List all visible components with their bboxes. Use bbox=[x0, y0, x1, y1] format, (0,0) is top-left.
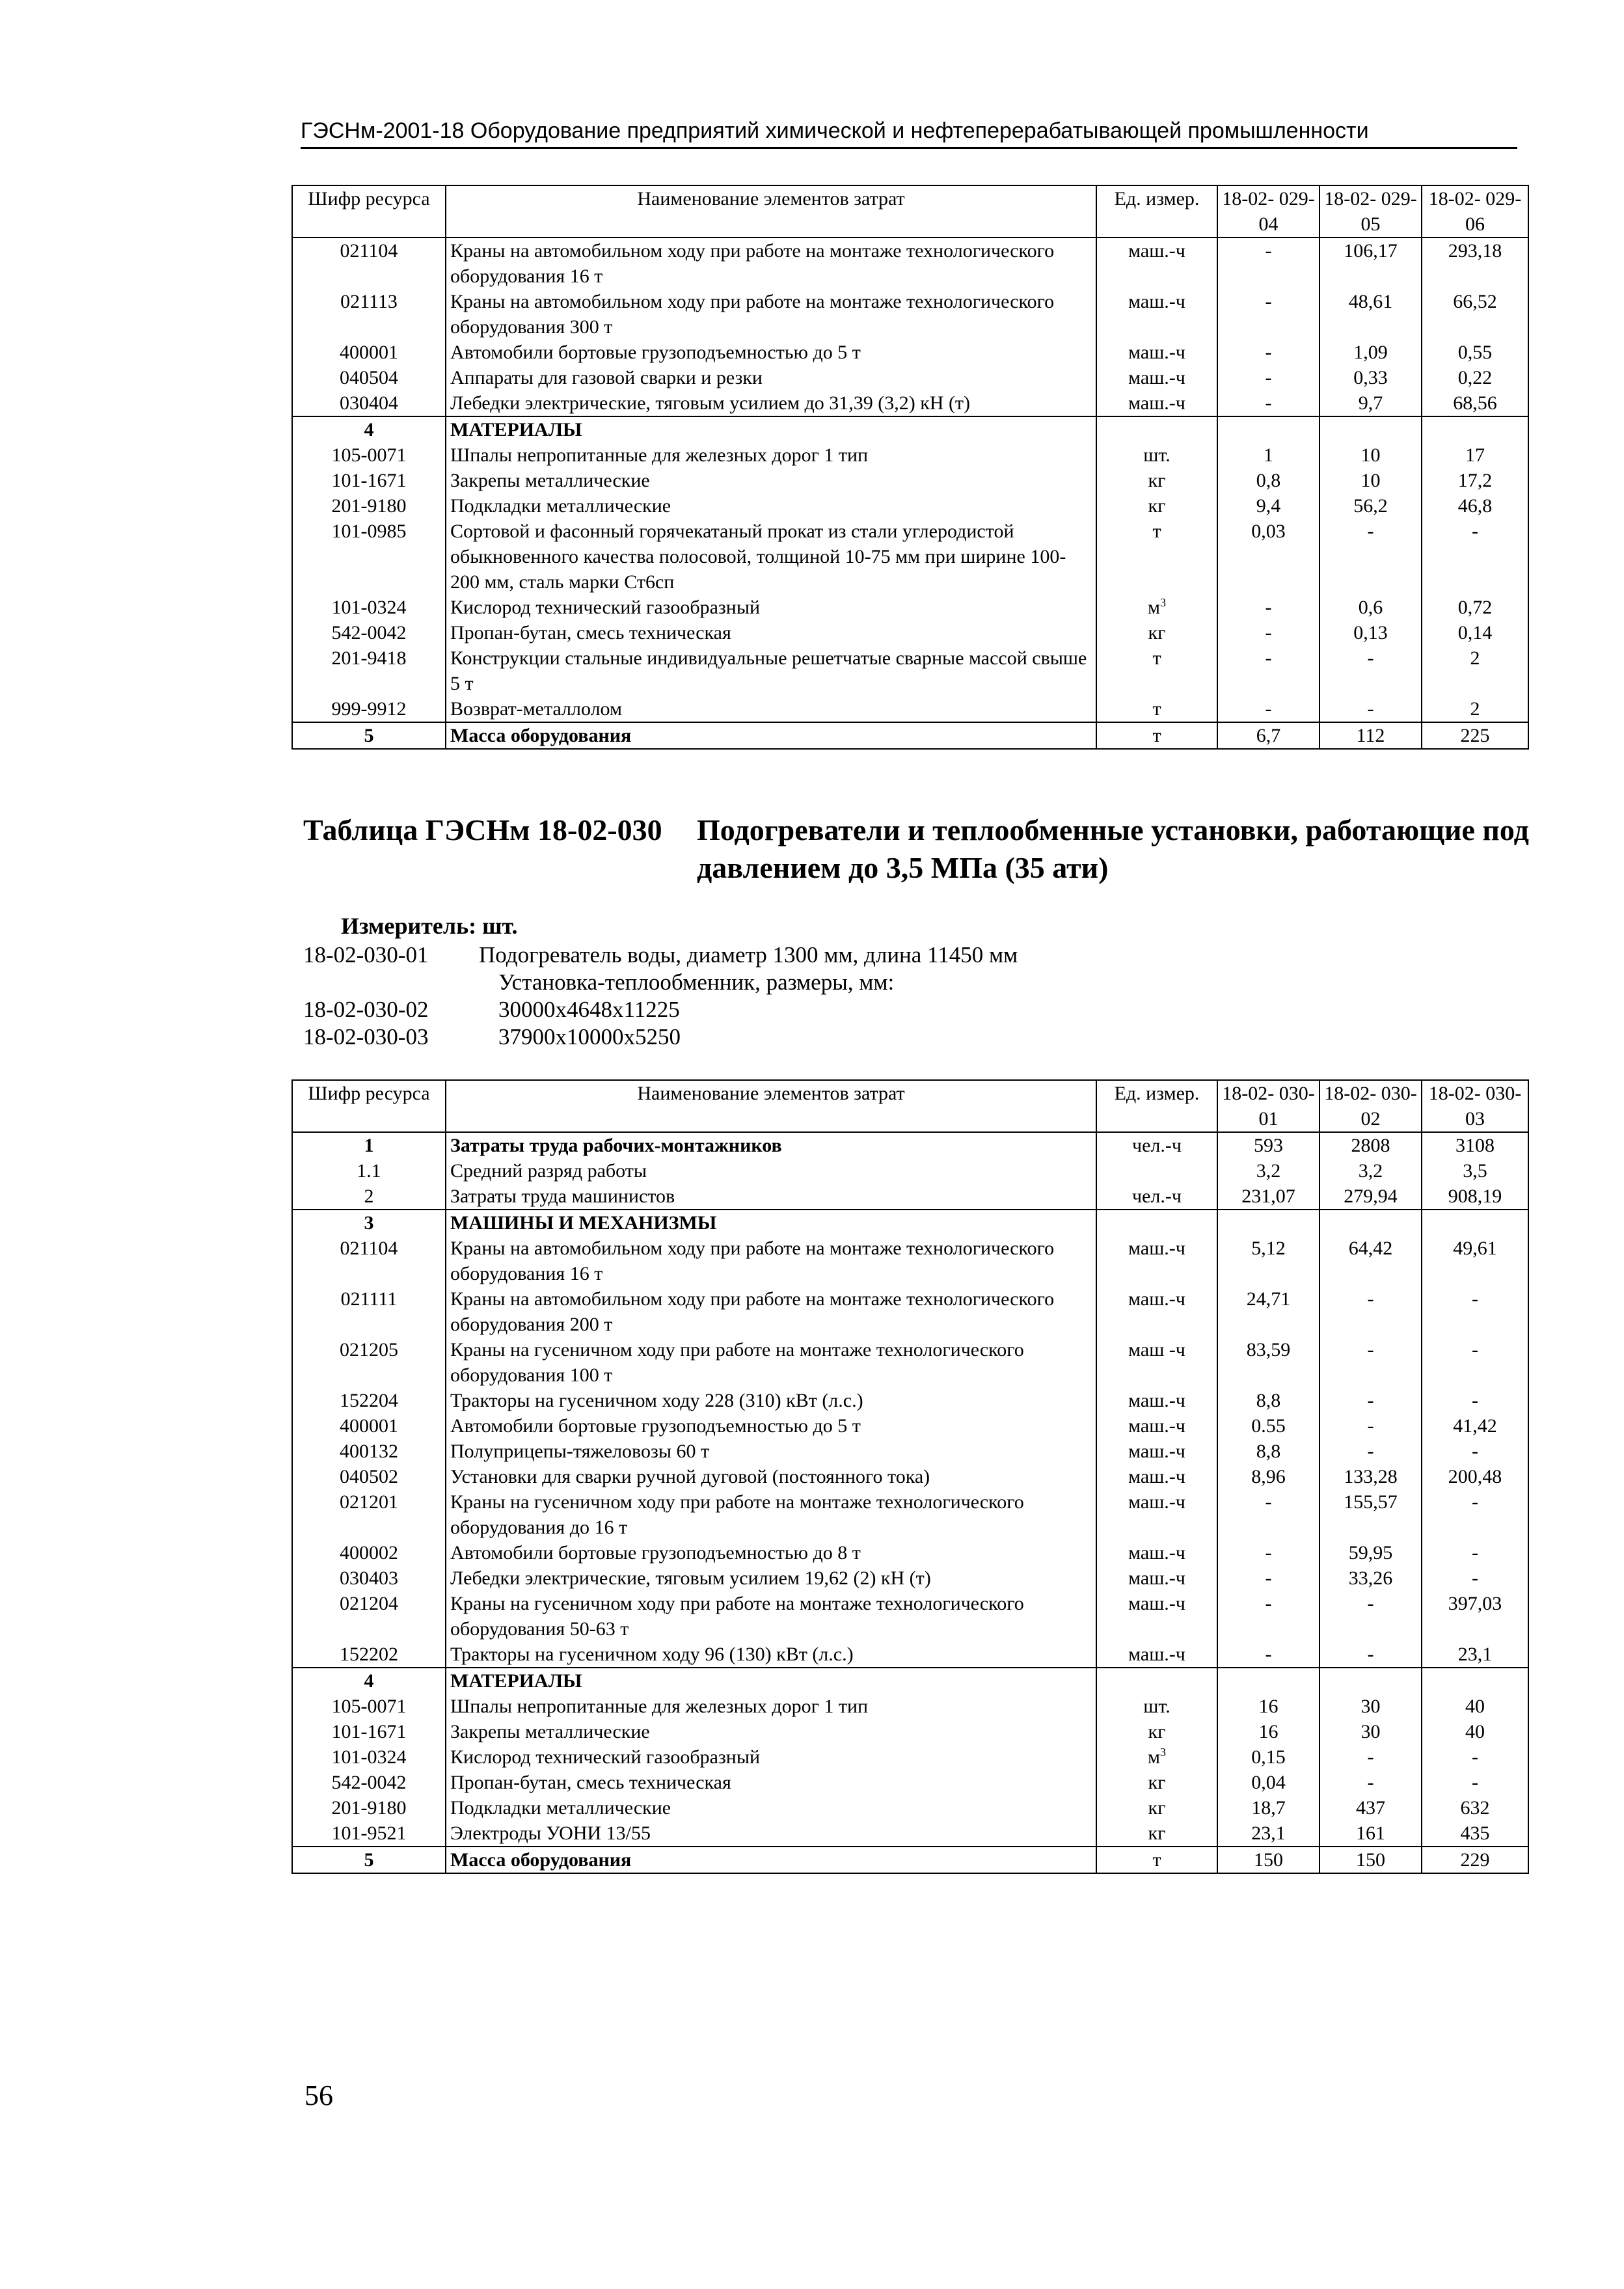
value-cell: 2808 bbox=[1320, 1132, 1422, 1158]
resource-code: 152204 bbox=[292, 1388, 446, 1413]
value-cell: 24,71 bbox=[1217, 1286, 1320, 1337]
section-row bbox=[292, 1132, 1528, 1158]
value-cell: 30 bbox=[1320, 1694, 1422, 1719]
value-cell: 200,48 bbox=[1422, 1464, 1528, 1489]
resource-code: 999-9912 bbox=[292, 696, 446, 722]
value-cell bbox=[1422, 1668, 1528, 1694]
resource-code: 030404 bbox=[292, 390, 446, 416]
resource-code: 201-9180 bbox=[292, 493, 446, 519]
resource-name: Конструкции стальные индивидуальные решетчатые сварные массой свыше 5 т bbox=[446, 645, 1096, 696]
value-cell: 68,56 bbox=[1422, 390, 1528, 416]
header-cost-element-name: Наименование элементов затрат bbox=[446, 185, 1096, 237]
value-cell: 1 bbox=[1217, 442, 1320, 468]
value-cell: - bbox=[1217, 696, 1320, 722]
unit-cell: кг bbox=[1096, 620, 1217, 645]
resource-row bbox=[292, 1565, 1528, 1591]
unit-cell: $м^3$ bbox=[1096, 1744, 1217, 1770]
resource-row bbox=[292, 1642, 1528, 1668]
unit-cell bbox=[1096, 1210, 1217, 1236]
header-variant-code: 18-02- 030-02 bbox=[1320, 1080, 1422, 1132]
resource-code: 021104 bbox=[292, 1236, 446, 1286]
resource-row bbox=[292, 595, 1528, 620]
unit-cell bbox=[1096, 416, 1217, 442]
value-cell: 8,8 bbox=[1217, 1388, 1320, 1413]
resource-row bbox=[292, 1744, 1528, 1770]
value-cell bbox=[1217, 1668, 1320, 1694]
value-cell: 9,4 bbox=[1217, 493, 1320, 519]
resource-name: Возврат-металлолом bbox=[446, 696, 1096, 722]
section-row bbox=[292, 1210, 1528, 1236]
value-cell: 18,7 bbox=[1217, 1795, 1320, 1821]
header-resource-code: Шифр ресурса bbox=[292, 1080, 446, 1132]
value-cell: 3,2 bbox=[1320, 1158, 1422, 1184]
resource-row bbox=[292, 1591, 1528, 1642]
resource-code: 201-9418 bbox=[292, 645, 446, 696]
value-cell: 1,09 bbox=[1320, 340, 1422, 365]
section-row bbox=[292, 416, 1528, 442]
resource-name: Лебедки электрические, тяговым усилием 19,62 (2) кН (т) bbox=[446, 1565, 1096, 1591]
value-cell: - bbox=[1217, 1565, 1320, 1591]
value-cell: - bbox=[1217, 390, 1320, 416]
header-variant-code: 18-02- 029-04 bbox=[1217, 185, 1320, 237]
resource-row bbox=[292, 1413, 1528, 1439]
value-cell: 8,96 bbox=[1217, 1464, 1320, 1489]
variant-description: Установка-теплообменник, размеры, мм: bbox=[498, 969, 895, 995]
header-cost-element-name: Наименование элементов затрат bbox=[446, 1080, 1096, 1132]
resource-code: 201-9180 bbox=[292, 1795, 446, 1821]
value-cell: 435 bbox=[1422, 1821, 1528, 1847]
resource-name: Краны на автомобильном ходу при работе на монтаже технологического оборудования 200 т bbox=[446, 1286, 1096, 1337]
resource-row bbox=[292, 1464, 1528, 1489]
value-cell: 0,72 bbox=[1422, 595, 1528, 620]
unit-cell: маш.-ч bbox=[1096, 390, 1217, 416]
value-cell: 59,95 bbox=[1320, 1540, 1422, 1565]
resource-name: Автомобили бортовые грузоподъемностью до 5 т bbox=[446, 340, 1096, 365]
unit-cell: маш.-ч bbox=[1096, 1642, 1217, 1668]
resource-code: 105-0071 bbox=[292, 442, 446, 468]
resource-code: 101-1671 bbox=[292, 468, 446, 493]
value-cell: 83,59 bbox=[1217, 1337, 1320, 1388]
value-cell: - bbox=[1422, 1489, 1528, 1540]
value-cell bbox=[1217, 1210, 1320, 1236]
value-cell bbox=[1422, 416, 1528, 442]
value-cell: 0.55 bbox=[1217, 1413, 1320, 1439]
resource-row bbox=[292, 365, 1528, 390]
value-cell: - bbox=[1217, 237, 1320, 289]
value-cell: 5,12 bbox=[1217, 1236, 1320, 1286]
table-caption: Подогреватели и теплообменные установки, работающие под давлением до 3,5 МПа (35 ати) bbox=[697, 813, 1529, 884]
value-cell bbox=[1217, 416, 1320, 442]
unit-cell: маш.-ч bbox=[1096, 1464, 1217, 1489]
value-cell: - bbox=[1320, 1337, 1422, 1388]
value-cell: - bbox=[1422, 519, 1528, 595]
resource-row bbox=[292, 1694, 1528, 1719]
header-variant-code: 18-02- 029-05 bbox=[1320, 185, 1422, 237]
value-cell: 8,8 bbox=[1217, 1439, 1320, 1464]
resource-name: Краны на автомобильном ходу при работе на монтаже технологического оборудования 16 т bbox=[446, 237, 1096, 289]
resource-code: 040504 bbox=[292, 365, 446, 390]
unit-cell: маш.-ч bbox=[1096, 237, 1217, 289]
resource-row bbox=[292, 493, 1528, 519]
value-cell bbox=[1422, 1210, 1528, 1236]
value-cell: 150 bbox=[1320, 1847, 1422, 1873]
resource-code: 021205 bbox=[292, 1337, 446, 1388]
unit-cell: чел.-ч bbox=[1096, 1184, 1217, 1210]
value-cell: 6,7 bbox=[1217, 722, 1320, 749]
unit-cell: чел.-ч bbox=[1096, 1132, 1217, 1158]
unit-cell: маш.-ч bbox=[1096, 1413, 1217, 1439]
unit-cell: кг bbox=[1096, 1795, 1217, 1821]
value-cell: 112 bbox=[1320, 722, 1422, 749]
value-cell: 56,2 bbox=[1320, 493, 1422, 519]
value-cell: 0,13 bbox=[1320, 620, 1422, 645]
value-cell: - bbox=[1320, 696, 1422, 722]
value-cell: 3108 bbox=[1422, 1132, 1528, 1158]
resource-code: 400002 bbox=[292, 1540, 446, 1565]
value-cell: - bbox=[1422, 1388, 1528, 1413]
resource-row bbox=[292, 1821, 1528, 1847]
resource-name: Пропан-бутан, смесь техническая bbox=[446, 1770, 1096, 1795]
value-cell: 33,26 bbox=[1320, 1565, 1422, 1591]
value-cell: - bbox=[1320, 1642, 1422, 1668]
unit-cell: маш.-ч bbox=[1096, 1439, 1217, 1464]
value-cell: 155,57 bbox=[1320, 1489, 1422, 1540]
resource-row bbox=[292, 1236, 1528, 1286]
unit-cell bbox=[1096, 1158, 1217, 1184]
value-cell: - bbox=[1217, 1642, 1320, 1668]
resource-code: 4 bbox=[292, 1668, 446, 1694]
unit-cell: т bbox=[1096, 519, 1217, 595]
value-cell: - bbox=[1422, 1565, 1528, 1591]
resource-name: Закрепы металлические bbox=[446, 468, 1096, 493]
variant-code: 18-02-030-01 bbox=[303, 942, 429, 968]
resource-name: Полуприцепы-тяжеловозы 60 т bbox=[446, 1439, 1096, 1464]
resource-name: Краны на автомобильном ходу при работе на монтаже технологического оборудования 300 т bbox=[446, 289, 1096, 340]
value-cell: - bbox=[1320, 1744, 1422, 1770]
resource-code: 542-0042 bbox=[292, 620, 446, 645]
value-cell: 40 bbox=[1422, 1719, 1528, 1744]
resource-code: 1 bbox=[292, 1132, 446, 1158]
resource-name: Затраты труда рабочих-монтажников bbox=[446, 1132, 1096, 1158]
resource-name: Тракторы на гусеничном ходу 96 (130) кВт (л.с.) bbox=[446, 1642, 1096, 1668]
resource-row bbox=[292, 696, 1528, 722]
header-unit: Ед. измер. bbox=[1096, 1080, 1217, 1132]
resource-name: Автомобили бортовые грузоподъемностью до 8 т bbox=[446, 1540, 1096, 1565]
header-variant-code: 18-02- 030-01 bbox=[1217, 1080, 1320, 1132]
value-cell: 0,15 bbox=[1217, 1744, 1320, 1770]
value-cell: - bbox=[1320, 1413, 1422, 1439]
resource-name: МАТЕРИАЛЫ bbox=[446, 416, 1096, 442]
value-cell: 0,6 bbox=[1320, 595, 1422, 620]
value-cell: - bbox=[1217, 340, 1320, 365]
resource-row bbox=[292, 519, 1528, 595]
value-cell: 46,8 bbox=[1422, 493, 1528, 519]
value-cell: - bbox=[1217, 365, 1320, 390]
variant-dimensions: 30000x4648x11225 bbox=[498, 997, 680, 1022]
value-cell: - bbox=[1422, 1540, 1528, 1565]
resource-name: Краны на гусеничном ходу при работе на монтаже технологического оборудования 100 т bbox=[446, 1337, 1096, 1388]
value-cell: 397,03 bbox=[1422, 1591, 1528, 1642]
value-cell: - bbox=[1422, 1286, 1528, 1337]
value-cell: 48,61 bbox=[1320, 289, 1422, 340]
resource-name: Шпалы непропитанные для железных дорог 1 тип bbox=[446, 442, 1096, 468]
resource-row bbox=[292, 442, 1528, 468]
resource-name: Закрепы металлические bbox=[446, 1719, 1096, 1744]
unit-cell: маш.-ч bbox=[1096, 1565, 1217, 1591]
unit-cell: маш -ч bbox=[1096, 1337, 1217, 1388]
variant-description: Подогреватель воды, диаметр 1300 мм, длина 11450 мм bbox=[479, 942, 1018, 968]
value-cell: - bbox=[1422, 1744, 1528, 1770]
value-cell: 133,28 bbox=[1320, 1464, 1422, 1489]
resource-name: Пропан-бутан, смесь техническая bbox=[446, 620, 1096, 645]
value-cell: 17 bbox=[1422, 442, 1528, 468]
value-cell: 10 bbox=[1320, 468, 1422, 493]
resource-row bbox=[292, 1770, 1528, 1795]
value-cell: 632 bbox=[1422, 1795, 1528, 1821]
value-cell: 41,42 bbox=[1422, 1413, 1528, 1439]
value-cell: 2 bbox=[1422, 645, 1528, 696]
value-cell bbox=[1320, 1210, 1422, 1236]
resource-code: 021204 bbox=[292, 1591, 446, 1642]
value-cell: 16 bbox=[1217, 1719, 1320, 1744]
resource-name: Сортовой и фасонный горячекатаный прокат из стали углеродистой обыкновенного качества полосовой, толщиной 10-75 мм при ширине 100-200 мм, сталь марки Ст6сп bbox=[446, 519, 1096, 595]
resource-table-18-02-030 bbox=[291, 1079, 1529, 1874]
resource-name: Кислород технический газообразный bbox=[446, 1744, 1096, 1770]
unit-cell: кг bbox=[1096, 1821, 1217, 1847]
unit-cell: шт. bbox=[1096, 1694, 1217, 1719]
value-cell: 23,1 bbox=[1422, 1642, 1528, 1668]
unit-cell: маш.-ч bbox=[1096, 1489, 1217, 1540]
resource-row bbox=[292, 1795, 1528, 1821]
unit-cell: шт. bbox=[1096, 442, 1217, 468]
value-cell: 593 bbox=[1217, 1132, 1320, 1158]
value-cell: 64,42 bbox=[1320, 1236, 1422, 1286]
value-cell: - bbox=[1320, 519, 1422, 595]
value-cell: 161 bbox=[1320, 1821, 1422, 1847]
header-resource-code: Шифр ресурса bbox=[292, 185, 446, 237]
resource-code: 101-0324 bbox=[292, 595, 446, 620]
resource-name: Краны на гусеничном ходу при работе на монтаже технологического оборудования до 16 т bbox=[446, 1489, 1096, 1540]
resource-code: 021113 bbox=[292, 289, 446, 340]
value-cell: 0,33 bbox=[1320, 365, 1422, 390]
value-cell: - bbox=[1320, 645, 1422, 696]
header-variant-code: 18-02- 030-03 bbox=[1422, 1080, 1528, 1132]
resource-name: Подкладки металлические bbox=[446, 1795, 1096, 1821]
resource-name: Краны на гусеничном ходу при работе на монтаже технологического оборудования 50-63 т bbox=[446, 1591, 1096, 1642]
value-cell: 23,1 bbox=[1217, 1821, 1320, 1847]
resource-row bbox=[292, 1719, 1528, 1744]
resource-name: Кислород технический газообразный bbox=[446, 595, 1096, 620]
resource-name: Масса оборудования bbox=[446, 1847, 1096, 1873]
table-number: Таблица ГЭСНм 18-02-030 bbox=[303, 813, 662, 847]
value-cell bbox=[1320, 416, 1422, 442]
unit-cell: маш.-ч bbox=[1096, 365, 1217, 390]
resource-name: Автомобили бортовые грузоподъемностью до 5 т bbox=[446, 1413, 1096, 1439]
resource-name: Тракторы на гусеничном ходу 228 (310) кВт (л.с.) bbox=[446, 1388, 1096, 1413]
resource-code: 105-0071 bbox=[292, 1694, 446, 1719]
resource-name: Масса оборудования bbox=[446, 722, 1096, 749]
resource-code: 021201 bbox=[292, 1489, 446, 1540]
value-cell: 10 bbox=[1320, 442, 1422, 468]
value-cell: 106,17 bbox=[1320, 237, 1422, 289]
resource-row bbox=[292, 620, 1528, 645]
unit-cell: т bbox=[1096, 696, 1217, 722]
unit-cell: т bbox=[1096, 1847, 1217, 1873]
resource-row bbox=[292, 1184, 1528, 1210]
value-cell: 17,2 bbox=[1422, 468, 1528, 493]
unit-cell: т bbox=[1096, 722, 1217, 749]
variant-dimensions: 37900x10000x5250 bbox=[498, 1024, 681, 1050]
resource-code: 1.1 bbox=[292, 1158, 446, 1184]
value-cell: - bbox=[1320, 1286, 1422, 1337]
value-cell: - bbox=[1217, 620, 1320, 645]
header-variant-code: 18-02- 029-06 bbox=[1422, 185, 1528, 237]
resource-code: 3 bbox=[292, 1210, 446, 1236]
resource-row bbox=[292, 1286, 1528, 1337]
value-cell: - bbox=[1217, 595, 1320, 620]
resource-row bbox=[292, 468, 1528, 493]
value-cell: - bbox=[1320, 1388, 1422, 1413]
value-cell: - bbox=[1422, 1770, 1528, 1795]
page-number: 56 bbox=[304, 2079, 333, 2111]
resource-code: 2 bbox=[292, 1184, 446, 1210]
unit-cell: маш.-ч bbox=[1096, 1591, 1217, 1642]
value-cell: - bbox=[1422, 1337, 1528, 1388]
resource-row bbox=[292, 1540, 1528, 1565]
value-cell: - bbox=[1217, 645, 1320, 696]
resource-row bbox=[292, 1388, 1528, 1413]
resource-row bbox=[292, 237, 1528, 289]
resource-code: 021111 bbox=[292, 1286, 446, 1337]
resource-code: 040502 bbox=[292, 1464, 446, 1489]
resource-row bbox=[292, 1337, 1528, 1388]
unit-cell: т bbox=[1096, 645, 1217, 696]
resource-code: 400001 bbox=[292, 1413, 446, 1439]
resource-row bbox=[292, 1439, 1528, 1464]
resource-name: Шпалы непропитанные для железных дорог 1 тип bbox=[446, 1694, 1096, 1719]
value-cell: - bbox=[1217, 289, 1320, 340]
unit-cell: маш.-ч bbox=[1096, 1540, 1217, 1565]
value-cell bbox=[1320, 1668, 1422, 1694]
resource-code: 400001 bbox=[292, 340, 446, 365]
value-cell: - bbox=[1320, 1591, 1422, 1642]
value-cell: - bbox=[1320, 1439, 1422, 1464]
resource-code: 101-1671 bbox=[292, 1719, 446, 1744]
resource-code: 152202 bbox=[292, 1642, 446, 1668]
resource-code: 101-0985 bbox=[292, 519, 446, 595]
unit-cell: маш.-ч bbox=[1096, 1286, 1217, 1337]
resource-code: 101-0324 bbox=[292, 1744, 446, 1770]
value-cell: 49,61 bbox=[1422, 1236, 1528, 1286]
section-row bbox=[292, 1668, 1528, 1694]
resource-name: Подкладки металлические bbox=[446, 493, 1096, 519]
value-cell: - bbox=[1217, 1591, 1320, 1642]
resource-code: 5 bbox=[292, 1847, 446, 1873]
value-cell: 908,19 bbox=[1422, 1184, 1528, 1210]
resource-code: 021104 bbox=[292, 237, 446, 289]
section-row bbox=[292, 1847, 1528, 1873]
value-cell: 0,04 bbox=[1217, 1770, 1320, 1795]
value-cell: 150 bbox=[1217, 1847, 1320, 1873]
resource-code: 400132 bbox=[292, 1439, 446, 1464]
resource-table-18-02-029 bbox=[291, 185, 1529, 750]
resource-code: 101-9521 bbox=[292, 1821, 446, 1847]
resource-code: 5 bbox=[292, 722, 446, 749]
unit-cell bbox=[1096, 1668, 1217, 1694]
value-cell: 16 bbox=[1217, 1694, 1320, 1719]
value-cell: 293,18 bbox=[1422, 237, 1528, 289]
value-cell: 0,03 bbox=[1217, 519, 1320, 595]
value-cell: 437 bbox=[1320, 1795, 1422, 1821]
value-cell: 0,8 bbox=[1217, 468, 1320, 493]
value-cell: 9,7 bbox=[1320, 390, 1422, 416]
value-cell: 231,07 bbox=[1217, 1184, 1320, 1210]
value-cell: 40 bbox=[1422, 1694, 1528, 1719]
value-cell: 279,94 bbox=[1320, 1184, 1422, 1210]
resource-code: 030403 bbox=[292, 1565, 446, 1591]
value-cell: 0,14 bbox=[1422, 620, 1528, 645]
resource-row bbox=[292, 1158, 1528, 1184]
value-cell: 3,5 bbox=[1422, 1158, 1528, 1184]
unit-cell: кг bbox=[1096, 468, 1217, 493]
resource-name: Аппараты для газовой сварки и резки bbox=[446, 365, 1096, 390]
resource-name: Краны на автомобильном ходу при работе на монтаже технологического оборудования 16 т bbox=[446, 1236, 1096, 1286]
resource-row bbox=[292, 289, 1528, 340]
resource-code: 4 bbox=[292, 416, 446, 442]
value-cell: - bbox=[1217, 1540, 1320, 1565]
unit-cell: кг bbox=[1096, 1770, 1217, 1795]
variant-code: 18-02-030-02 bbox=[303, 997, 429, 1022]
resource-row bbox=[292, 340, 1528, 365]
section-row bbox=[292, 722, 1528, 749]
resource-name: Затраты труда машинистов bbox=[446, 1184, 1096, 1210]
value-cell: - bbox=[1320, 1770, 1422, 1795]
header-unit: Ед. измер. bbox=[1096, 185, 1217, 237]
value-cell: 229 bbox=[1422, 1847, 1528, 1873]
unit-cell: маш.-ч bbox=[1096, 1236, 1217, 1286]
unit-cell: кг bbox=[1096, 1719, 1217, 1744]
value-cell: 225 bbox=[1422, 722, 1528, 749]
value-cell: - bbox=[1422, 1439, 1528, 1464]
value-cell: 66,52 bbox=[1422, 289, 1528, 340]
resource-row bbox=[292, 1489, 1528, 1540]
unit-cell: маш.-ч bbox=[1096, 340, 1217, 365]
resource-row bbox=[292, 390, 1528, 416]
resource-code: 542-0042 bbox=[292, 1770, 446, 1795]
value-cell: 0,22 bbox=[1422, 365, 1528, 390]
value-cell: - bbox=[1217, 1489, 1320, 1540]
unit-cell: кг bbox=[1096, 493, 1217, 519]
resource-name: МАТЕРИАЛЫ bbox=[446, 1668, 1096, 1694]
unit-cell: маш.-ч bbox=[1096, 289, 1217, 340]
resource-row bbox=[292, 645, 1528, 696]
value-cell: 2 bbox=[1422, 696, 1528, 722]
unit-cell: маш.-ч bbox=[1096, 1388, 1217, 1413]
variant-code: 18-02-030-03 bbox=[303, 1024, 429, 1050]
resource-name: Электроды УОНИ 13/55 bbox=[446, 1821, 1096, 1847]
page-header: ГЭСНм-2001-18 Оборудование предприятий химической и нефтеперерабатывающей промышленности bbox=[301, 116, 1517, 149]
unit-cell: $м^3$ bbox=[1096, 595, 1217, 620]
value-cell: 3,2 bbox=[1217, 1158, 1320, 1184]
resource-name: Лебедки электрические, тяговым усилием до 31,39 (3,2) кН (т) bbox=[446, 390, 1096, 416]
resource-name: Средний разряд работы bbox=[446, 1158, 1096, 1184]
measurement-unit: Измеритель: шт. bbox=[341, 913, 518, 939]
resource-name: Установки для сварки ручной дуговой (постоянного тока) bbox=[446, 1464, 1096, 1489]
resource-name: МАШИНЫ И МЕХАНИЗМЫ bbox=[446, 1210, 1096, 1236]
value-cell: 30 bbox=[1320, 1719, 1422, 1744]
value-cell: 0,55 bbox=[1422, 340, 1528, 365]
